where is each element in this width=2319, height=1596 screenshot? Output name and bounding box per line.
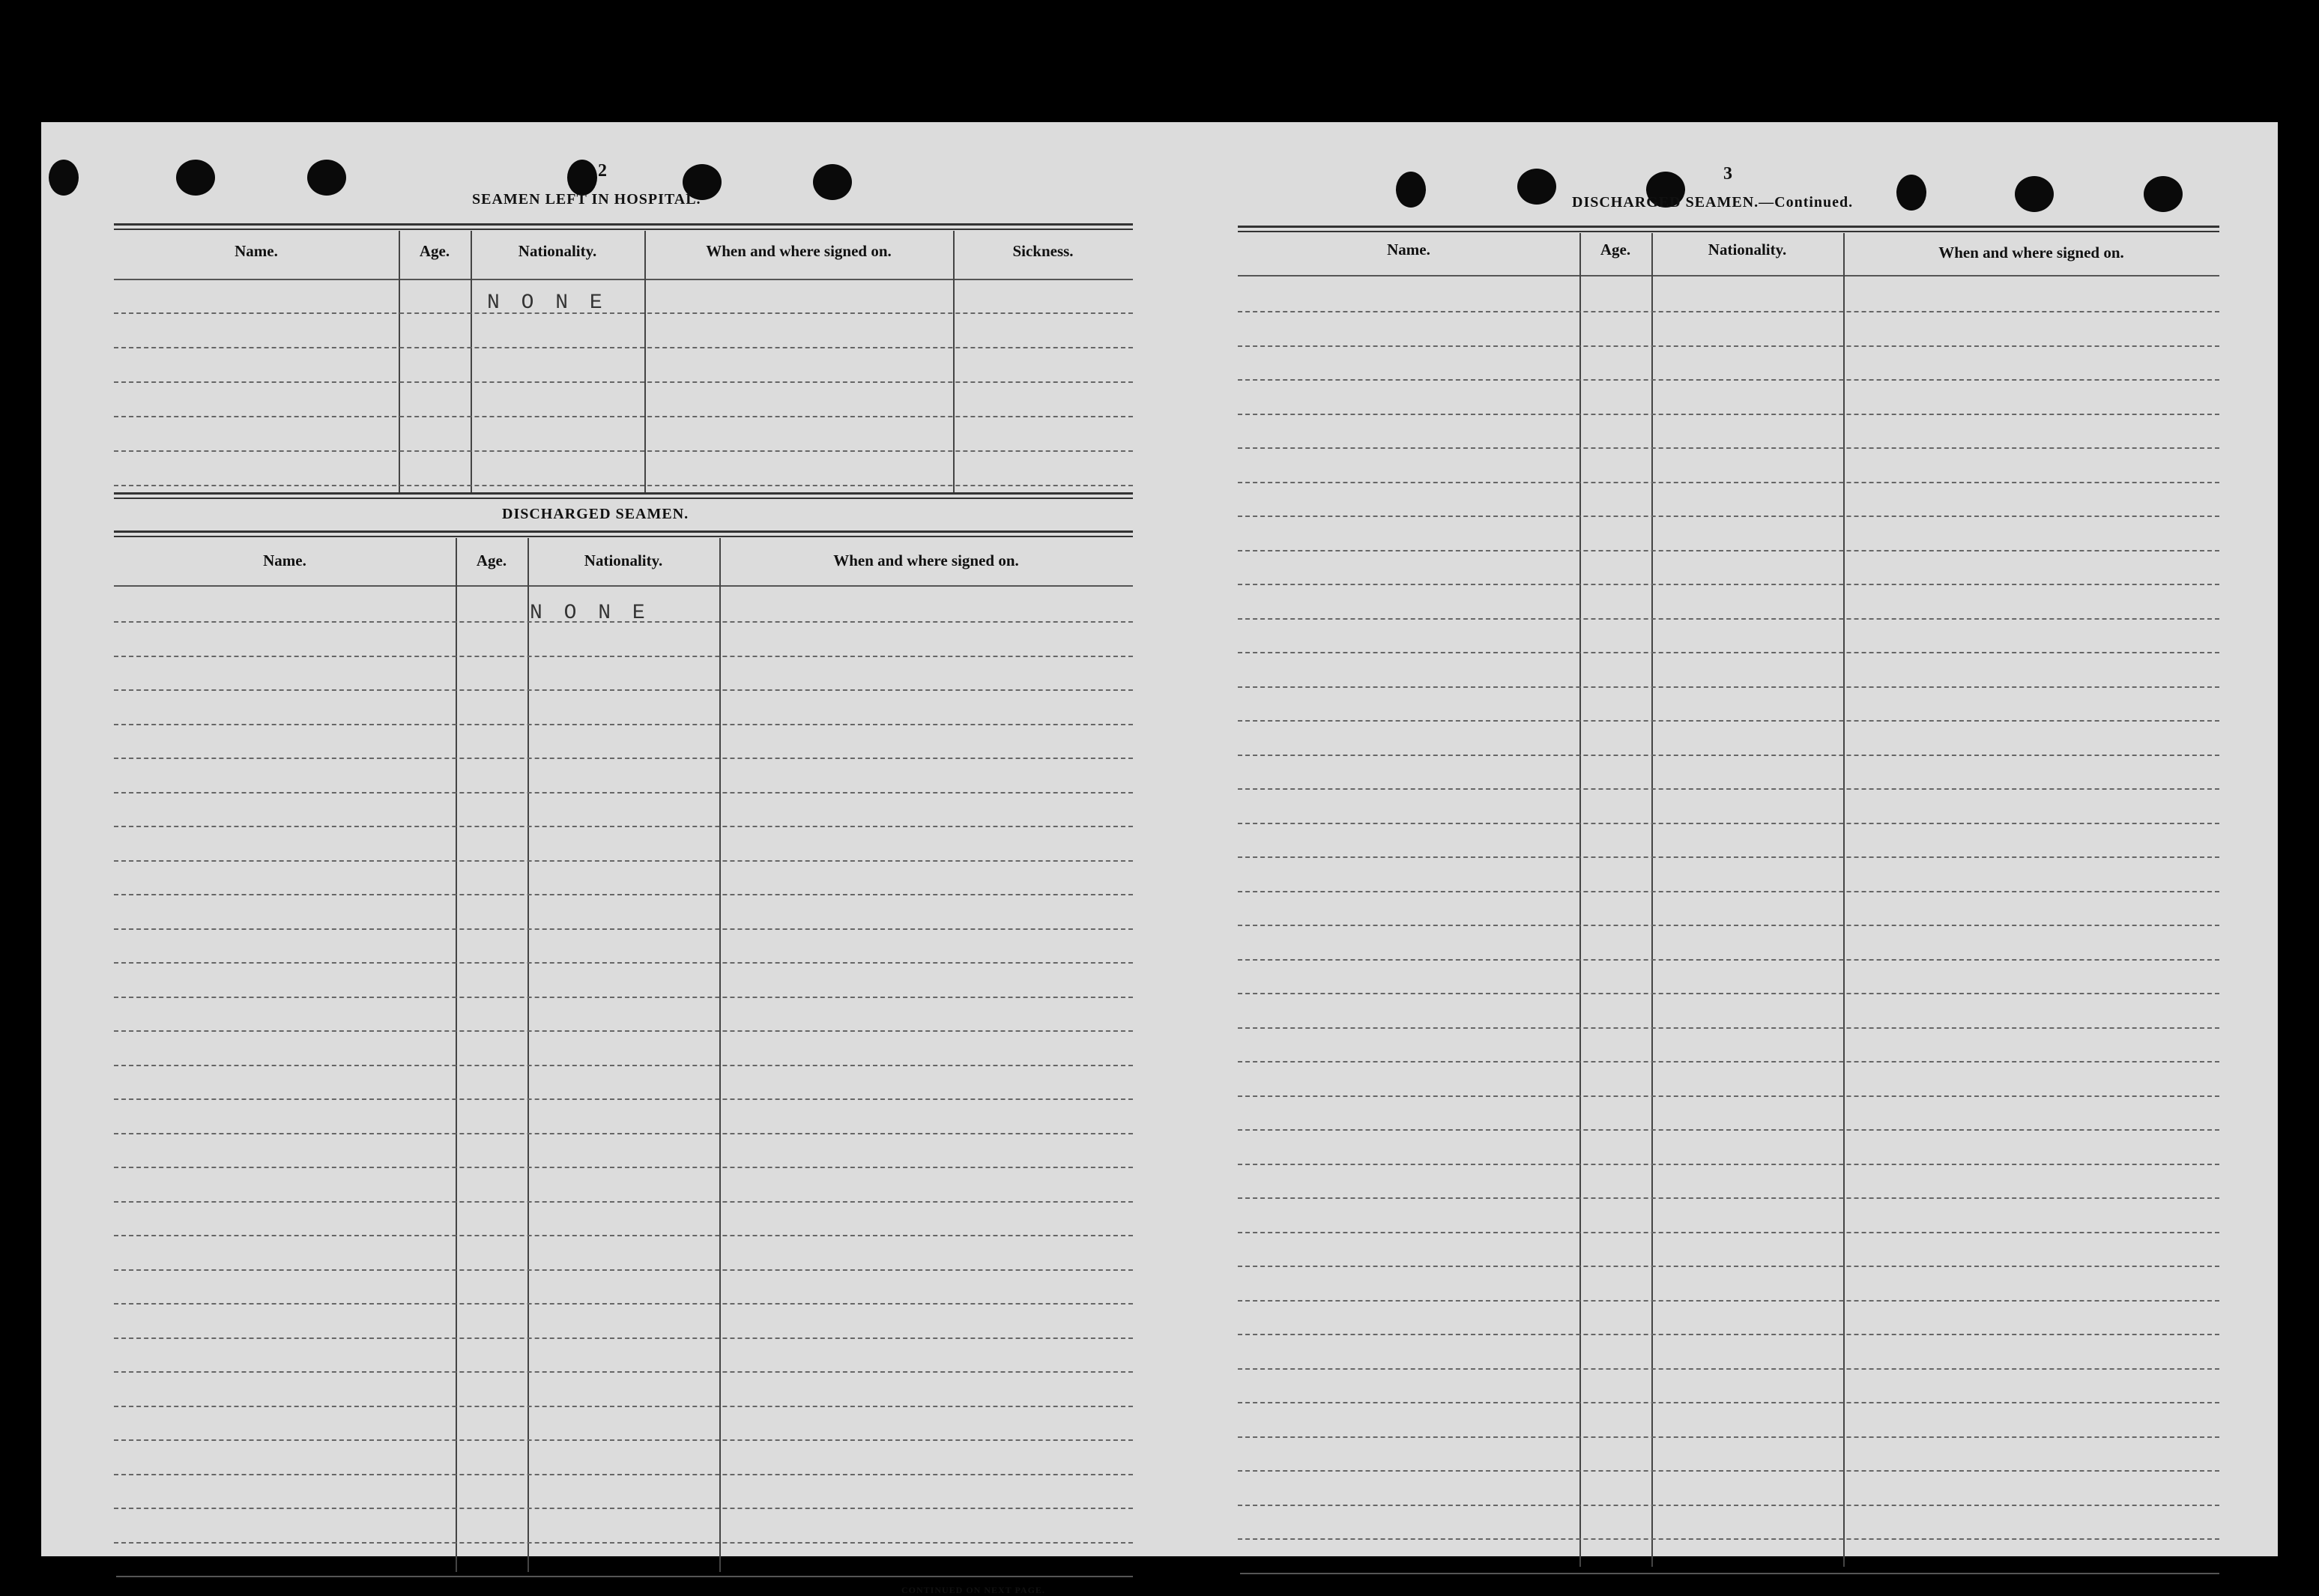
ruled-line [1238,1334,2219,1335]
typed-entry-none: N O N E [530,602,650,625]
ruled-line [114,997,1133,998]
col-divider [1651,233,1653,1567]
col-divider [399,231,400,493]
ruled-line [1238,1505,2219,1506]
ruled-line [1238,345,2219,347]
ruled-line [1238,1197,2219,1199]
ruled-line [1238,447,2219,449]
ruled-line [114,1508,1133,1509]
punch-hole [813,164,852,200]
ruled-line [1238,788,2219,790]
ruled-line [114,1474,1133,1475]
col-header-age: Age. [476,551,507,569]
col-divider [456,538,457,1572]
ruled-line [1238,1368,2219,1370]
ruled-line [114,381,1133,383]
col-header-age: Age. [419,242,450,260]
record-sheet [41,122,2278,1595]
ruled-line [1238,1436,2219,1438]
ruled-line [114,1133,1133,1134]
ruled-line [1238,925,2219,926]
punch-hole [2015,176,2054,212]
section-rule [1238,226,2219,228]
bottom-rule [1240,1573,2219,1574]
ruled-line [1238,720,2219,722]
ruled-line [114,1337,1133,1339]
col-divider [471,231,472,493]
punch-hole [1396,172,1426,208]
ruled-line [114,347,1133,348]
ruled-line [114,826,1133,827]
ruled-line [1238,1129,2219,1131]
ruled-line [1238,891,2219,892]
page-number-right: 3 [1723,164,1732,184]
header-rule [114,585,1133,587]
ruled-line [114,1030,1133,1032]
continued-footnote: CONTINUED ON NEXT PAGE. [901,1585,1045,1595]
ruled-line [114,312,1133,314]
ruled-line [1238,584,2219,585]
ruled-line [1238,1061,2219,1063]
col-header-name: Name. [1387,241,1430,259]
col-divider [644,231,646,493]
ruled-line [114,1201,1133,1203]
col-header-name: Name. [235,242,278,260]
ruled-line [114,928,1133,930]
ruled-line [114,724,1133,725]
hospital-section-title: SEAMEN LEFT IN HOSPITAL. [472,191,701,208]
ruled-line [114,758,1133,759]
ruled-line [114,860,1133,862]
ruled-line [114,962,1133,964]
ruled-line [114,1065,1133,1066]
punch-hole [1896,175,1926,211]
punch-hole [176,160,215,196]
bottom-rule [116,1576,1133,1577]
ruled-line [1238,1266,2219,1267]
ruled-line [114,1167,1133,1168]
header-rule [114,279,1133,280]
ruled-line [1238,311,2219,312]
col-header-signed-on: When and where signed on. [706,242,892,260]
ruled-line [1238,959,2219,961]
ruled-line [114,1235,1133,1236]
typed-entry-none: N O N E [487,291,607,315]
ruled-line [1238,482,2219,483]
punch-hole [2144,176,2183,212]
ruled-line [114,450,1133,452]
ruled-line [1238,1164,2219,1165]
ruled-line [114,416,1133,417]
col-header-nationality: Nationality. [1708,241,1787,259]
discharged-continued-title: DISCHARGED SEAMEN.—Continued. [1572,194,1854,211]
ruled-line [1238,618,2219,620]
ruled-line [1238,1300,2219,1302]
ruled-line [1238,1402,2219,1403]
ruled-line [1238,993,2219,994]
ruled-line [1238,652,2219,653]
col-header-nationality: Nationality. [584,551,663,569]
col-header-signed-on: When and where signed on. [833,551,1019,569]
section-rule [114,223,1133,226]
ruled-line [114,485,1133,486]
header-rule [1238,275,2219,276]
ruled-line [114,1406,1133,1407]
ruled-line [1238,1027,2219,1029]
ruled-line [1238,823,2219,824]
col-header-nationality: Nationality. [518,242,597,260]
col-divider [1579,233,1581,1567]
col-header-signed-on: When and where signed on. [1938,244,2124,262]
col-divider [953,231,955,493]
ruled-line [1238,755,2219,756]
ruled-line [1238,856,2219,858]
ruled-line [114,1269,1133,1271]
ruled-line [114,894,1133,895]
ruled-line [114,1439,1133,1441]
punch-hole [1517,169,1556,205]
page-number-left: 2 [598,161,607,181]
col-divider [527,538,529,1572]
section-rule [114,492,1133,495]
col-header-name: Name. [263,551,306,569]
ruled-line [1238,1470,2219,1472]
punch-hole [49,160,79,196]
ruled-line [1238,686,2219,688]
ruled-line [1238,414,2219,415]
ruled-line [114,1303,1133,1305]
ruled-line [114,1371,1133,1373]
ruled-line [1238,1095,2219,1097]
col-divider [1843,233,1845,1567]
col-header-sickness: Sickness. [1012,242,1074,260]
col-divider [719,538,721,1572]
ruled-line [1238,1538,2219,1540]
col-header-age: Age. [1600,241,1631,259]
ruled-line [114,792,1133,794]
ruled-line [114,656,1133,657]
section-rule [114,531,1133,533]
ruled-line [1238,379,2219,381]
discharged-section-title: DISCHARGED SEAMEN. [502,506,689,522]
punch-hole [307,160,346,196]
ruled-line [114,1542,1133,1544]
punch-hole [567,160,597,196]
ruled-line [1238,550,2219,551]
ruled-line [114,1098,1133,1100]
ruled-line [114,689,1133,691]
ruled-line [1238,1232,2219,1233]
ruled-line [1238,516,2219,517]
